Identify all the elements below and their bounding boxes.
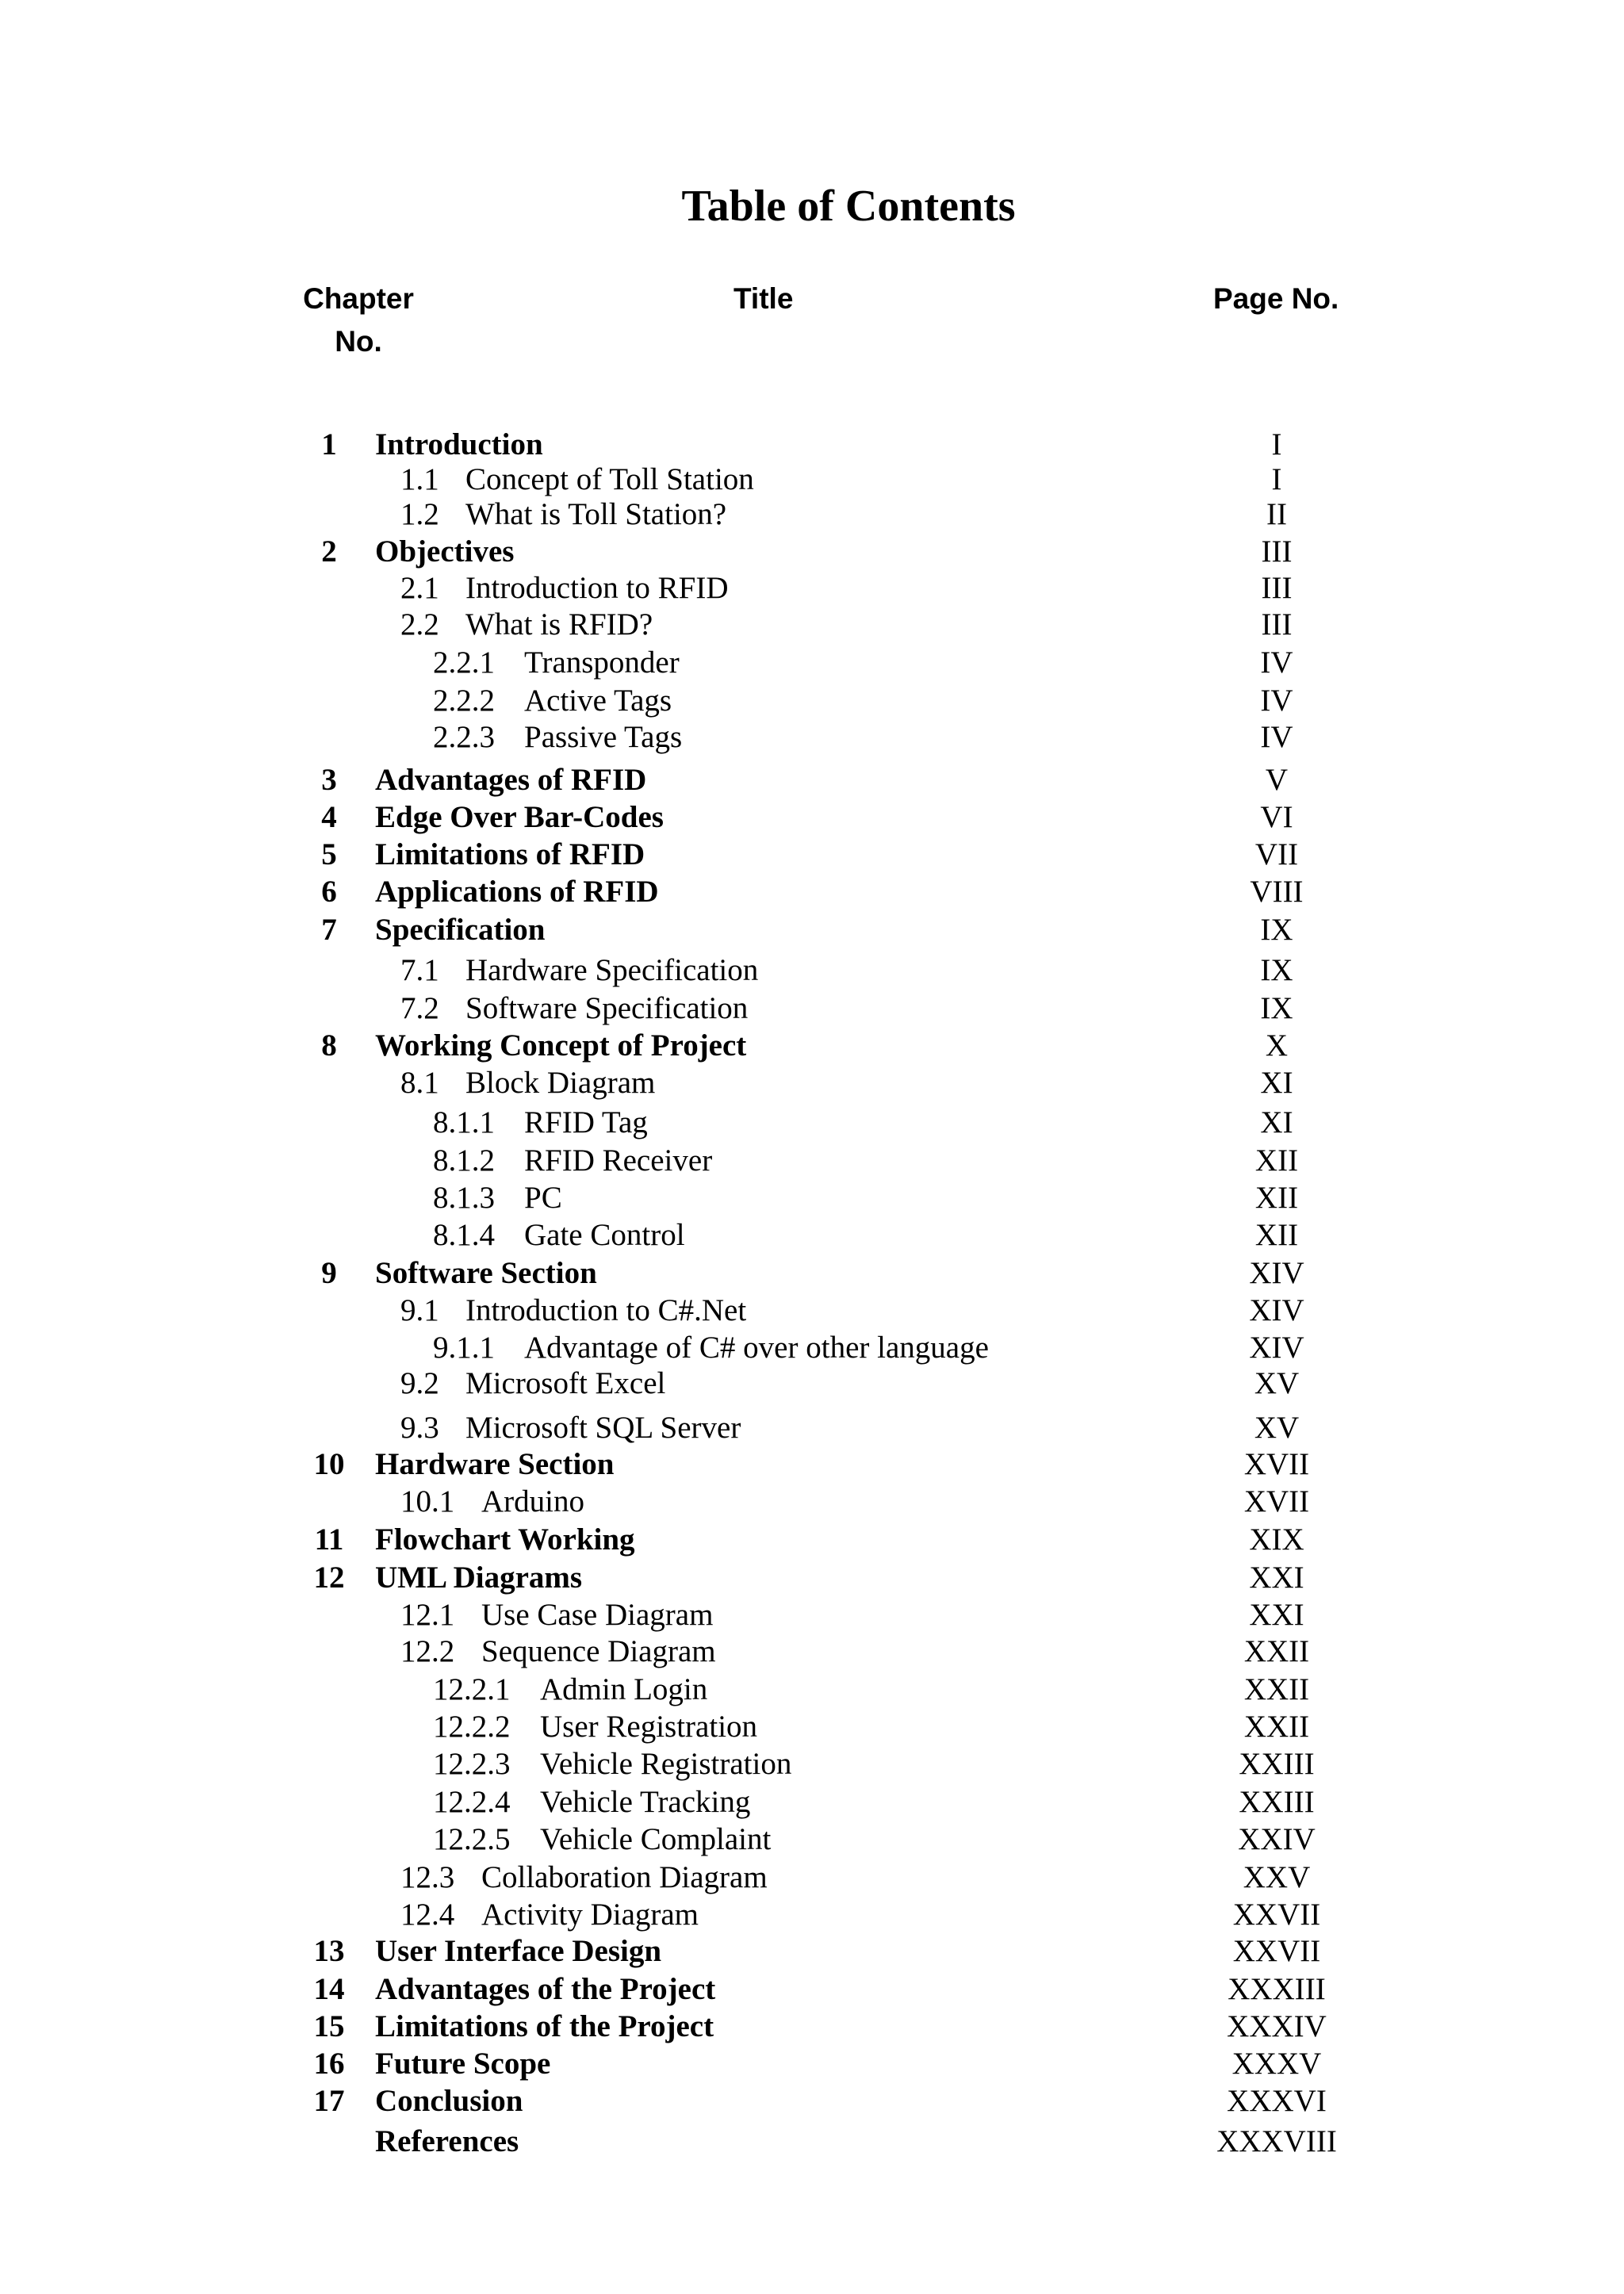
toc-entry-title: Vehicle Tracking [540,1785,751,1819]
toc-page-number: XXV [1243,1860,1311,1894]
toc-page-number: XII [1254,1218,1299,1252]
toc-entry-title-group [433,718,682,756]
toc-entry-title: Objectives [375,534,515,569]
toc-section-number: 12.3 [400,1860,455,1894]
toc-page-number: XV [1254,1366,1300,1400]
toc-entry [0,1329,1624,1367]
toc-entry-title-group [375,1027,746,1065]
toc-entry-title-group [400,606,653,644]
toc-entry [0,1179,1624,1217]
toc-entry-title: Introduction to RFID [465,571,729,605]
toc-section-number: 9.3 [400,1411,439,1445]
toc-entry [0,1633,1624,1671]
toc-entry-title-group [433,1179,562,1217]
toc-entry [0,2082,1624,2120]
toc-entry [0,952,1624,990]
toc-entry-title-group [400,1596,713,1634]
toc-entry [0,1596,1624,1634]
toc-page-number: XVII [1243,1447,1310,1481]
toc-section-number: 7.2 [400,991,439,1025]
toc-entry-title: Limitations of RFID [375,837,645,871]
toc-entry [0,873,1624,911]
toc-entry [0,569,1624,607]
toc-entry [0,798,1624,837]
toc-entry-title: User Interface Design [375,1934,662,1968]
toc-page-number: XI [1260,1105,1293,1139]
toc-page-number: V [1265,763,1289,797]
toc-section-number: 8.1.2 [433,1143,495,1178]
toc-entry [0,1896,1624,1934]
toc-entry-title: Introduction to C#.Net [465,1293,747,1327]
toc-section-number: 8.1.4 [433,1218,495,1252]
toc-entry-title-group [400,1365,665,1403]
toc-entry-title-group [433,644,680,682]
toc-entry-title: Transponder [524,645,680,680]
toc-entry-title-group [400,569,728,607]
toc-entry-title: Software Specification [465,991,749,1025]
toc-section-number: 12.1 [400,1598,455,1632]
toc-chapter-number: 17 [313,2084,345,2118]
toc-page-number: XIV [1249,1256,1304,1290]
toc-entry-title-group [375,2123,519,2161]
toc-entry-title-group [400,952,758,990]
toc-entry-title-group [375,1521,635,1559]
toc-entry-title: Conclusion [375,2084,523,2118]
column-header-title: Title [733,282,794,315]
toc-entry-title: Arduino [481,1484,584,1518]
toc-entry [0,1708,1624,1746]
toc-page-number: III [1261,607,1293,641]
toc-entry [0,2045,1624,2083]
toc-entry-title: Microsoft SQL Server [465,1411,741,1445]
toc-entry-title: Advantages of the Project [375,1972,716,2006]
toc-entry [0,1932,1624,1970]
toc-entry [0,2008,1624,2046]
toc-page-number: XII [1254,1181,1299,1215]
toc-entry [0,761,1624,799]
toc-page-number: XXXIII [1228,1972,1326,2006]
toc-page-number: XIV [1249,1293,1304,1327]
toc-section-number: 2.2.2 [433,684,495,718]
toc-section-number: 12.2.1 [433,1672,511,1706]
toc-chapter-number: 7 [321,913,337,947]
toc-entry [0,1559,1624,1597]
toc-entry [0,1027,1624,1065]
toc-section-number: 12.4 [400,1898,455,1932]
toc-entry-title: Use Case Diagram [481,1598,714,1632]
toc-entry [0,426,1624,464]
toc-entry [0,836,1624,874]
toc-entry [0,1859,1624,1897]
toc-entry-title: What is Toll Station? [465,497,727,531]
toc-entry-title: Active Tags [524,684,672,718]
toc-entry-title: Admin Login [540,1672,708,1706]
toc-entry-title-group [400,1064,655,1102]
toc-entry [0,1821,1624,1859]
toc-entry [0,1970,1624,2009]
toc-section-number: 12.2.2 [433,1710,511,1744]
toc-entry-title: References [375,2124,519,2158]
toc-section-number: 8.1 [400,1066,439,1100]
toc-entry-title: Edge Over Bar-Codes [375,800,664,834]
toc-page-number: VIII [1250,875,1304,909]
toc-entry-title: Applications of RFID [375,875,659,909]
toc-page-number: XII [1254,1143,1299,1178]
toc-entry [0,911,1624,949]
toc-entry-title-group [433,1708,757,1746]
toc-section-number: 1.1 [400,462,439,496]
toc-page-number: XIV [1249,1331,1304,1365]
toc-section-number: 2.1 [400,571,439,605]
toc-entry-title: Passive Tags [524,720,683,754]
toc-entry-title-group [375,2082,523,2120]
toc-section-number: 1.2 [400,497,439,531]
toc-entry-title: Introduction [375,427,543,461]
toc-entry-title-group [400,1292,746,1330]
toc-page-number: XXII [1243,1710,1310,1744]
toc-entry [0,990,1624,1028]
toc-entry [0,1409,1624,1447]
toc-page-number: XVII [1243,1484,1310,1518]
toc-entry-title-group [433,1104,648,1142]
toc-entry [0,1365,1624,1403]
toc-chapter-number: 8 [321,1028,337,1063]
toc-page-number: III [1261,571,1293,605]
toc-entry-title-group [433,1745,791,1783]
toc-page-number: XV [1254,1411,1300,1445]
toc-section-number: 9.1 [400,1293,439,1327]
toc-entry-title-group [375,761,646,799]
toc-chapter-number: 10 [313,1447,345,1481]
column-header-page: Page No. [1213,282,1339,315]
toc-page-number: XXXVI [1227,2084,1327,2118]
toc-page-number: I [1271,427,1282,461]
toc-chapter-number: 6 [321,875,337,909]
toc-page-number: XXII [1243,1672,1310,1706]
toc-entry [0,1142,1624,1180]
toc-entry-title: Hardware Specification [465,953,759,987]
toc-entry-title-group [400,1633,716,1671]
toc-page-number: IV [1260,684,1293,718]
toc-entry [0,1671,1624,1709]
toc-chapter-number: 12 [313,1561,345,1595]
toc-entry [0,533,1624,571]
toc-entry-title: Advantages of RFID [375,763,647,797]
toc-section-number: 9.1.1 [433,1331,495,1365]
toc-page-number: IX [1260,953,1293,987]
toc-entry-title-group [375,911,545,949]
toc-entry-title-group [400,496,726,534]
toc-page-number: XXIV [1238,1822,1316,1856]
toc-entry-title: Software Section [375,1256,597,1290]
toc-entry [0,1745,1624,1783]
toc-entry-title: Vehicle Registration [540,1747,792,1781]
toc-entry-title-group [375,2008,714,2046]
toc-chapter-number: 16 [313,2047,345,2081]
toc-section-number: 9.2 [400,1366,439,1400]
toc-entry-title: Working Concept of Project [375,1028,747,1063]
toc-entry [0,1254,1624,1293]
toc-entry [0,718,1624,756]
toc-entry-title: Specification [375,913,546,947]
toc-entry [0,1064,1624,1102]
toc-chapter-number: 9 [321,1256,337,1290]
column-header-chapter-line2: No. [335,325,382,358]
toc-page-number: VII [1254,837,1299,871]
toc-page-number: XXI [1249,1561,1304,1595]
toc-page-number: XXIII [1239,1785,1315,1819]
toc-page-number: X [1265,1028,1289,1063]
toc-entry-title: Vehicle Complaint [540,1822,772,1856]
toc-chapter-number: 2 [321,534,337,569]
toc-entry-title: Block Diagram [465,1066,656,1100]
toc-entry-title: What is RFID? [465,607,653,641]
toc-section-number: 12.2.5 [433,1822,511,1856]
toc-entry [0,1521,1624,1559]
toc-chapter-number: 15 [313,2009,345,2043]
toc-page-number: XXXIV [1227,2009,1327,2043]
toc-entry-title-group [433,1216,685,1254]
toc-chapter-number: 1 [321,427,337,461]
toc-page-number: IV [1260,720,1293,754]
toc-entry [0,606,1624,644]
toc-entry-title-group [400,1859,768,1897]
toc-section-number: 8.1.1 [433,1105,495,1139]
toc-entry-title-group [375,1446,615,1484]
toc-entry-title-group [433,1142,712,1180]
toc-entry-title: Advantage of C# over other language [524,1331,989,1365]
toc-page-number: XIX [1249,1522,1304,1557]
toc-chapter-number: 14 [313,1972,345,2006]
toc-page-number: IX [1260,991,1293,1025]
toc-entry [0,2123,1624,2161]
toc-entry-title-group [433,1783,750,1821]
toc-entry-title: Activity Diagram [481,1898,699,1932]
toc-page-number: XXIII [1239,1747,1315,1781]
toc-entry-title-group [375,533,514,571]
toc-entry-title: Limitations of the Project [375,2009,714,2043]
toc-chapter-number: 11 [314,1522,344,1557]
toc-entry-title-group [433,682,672,720]
toc-page-number: VI [1260,800,1293,834]
toc-entry-title-group [375,798,664,837]
toc-entry-title-group [375,836,645,874]
toc-page-number: I [1271,462,1282,496]
toc-entry [0,644,1624,682]
toc-entry-title: RFID Receiver [524,1143,713,1178]
toc-page-number: IV [1260,645,1293,680]
toc-entry-title: Sequence Diagram [481,1634,716,1668]
toc-entry-title: User Registration [540,1710,758,1744]
toc-entry-title-group [400,990,748,1028]
toc-entry-title-group [433,1821,771,1859]
toc-entry-title-group [375,1932,661,1970]
toc-page-number: XI [1260,1066,1293,1100]
toc-entry-title: Collaboration Diagram [481,1860,768,1894]
toc-entry-title: PC [524,1181,562,1215]
toc-section-number: 2.2.1 [433,645,495,680]
toc-entry-title-group [400,1483,584,1521]
toc-entry-title: Gate Control [524,1218,685,1252]
toc-entry-title-group [400,461,754,499]
toc-entry [0,1783,1624,1821]
toc-section-number: 8.1.3 [433,1181,495,1215]
toc-entry-title-group [375,1254,597,1293]
toc-entry-title: UML Diagrams [375,1561,583,1595]
toc-entry-title: Hardware Section [375,1447,615,1481]
toc-section-number: 12.2 [400,1634,455,1668]
toc-entry [0,1104,1624,1142]
toc-page-number: XXII [1243,1634,1310,1668]
toc-section-number: 12.2.3 [433,1747,511,1781]
toc-page-number: XXXV [1231,2047,1322,2081]
toc-entry [0,682,1624,720]
toc-chapter-number: 4 [321,800,337,834]
toc-page-number: II [1266,497,1287,531]
toc-section-number: 10.1 [400,1484,455,1518]
toc-section-number: 2.2.3 [433,720,495,754]
toc-entry-title: RFID Tag [524,1105,648,1139]
toc-page-number: XXVII [1232,1898,1321,1932]
toc-page-number: IX [1260,913,1293,947]
toc-entry-title-group [375,873,659,911]
toc-entry-title-group [400,1409,741,1447]
page-title: Table of Contents [681,182,1016,231]
toc-entry-title-group [433,1671,707,1709]
toc-entry-title: Microsoft Excel [465,1366,666,1400]
toc-entry [0,1292,1624,1330]
column-header-chapter-line1: Chapter [303,282,414,315]
toc-entry-title: Flowchart Working [375,1522,635,1557]
toc-entry-title-group [375,426,543,464]
toc-entry [0,461,1624,499]
toc-page-number: XXVII [1232,1934,1321,1968]
toc-page-number: XXI [1249,1598,1304,1632]
toc-entry-title-group [375,2045,550,2083]
toc-entry-title-group [375,1559,582,1597]
toc-section-number: 7.1 [400,953,439,987]
toc-entry-title-group [375,1970,715,2009]
toc-section-number: 12.2.4 [433,1785,511,1819]
toc-entry [0,1446,1624,1484]
toc-entry [0,1483,1624,1521]
toc-entry-title-group [433,1329,989,1367]
toc-entry [0,1216,1624,1254]
toc-page-number: III [1261,534,1293,569]
toc-entry-title: Concept of Toll Station [465,462,754,496]
toc-page-number: XXXVIII [1216,2124,1337,2158]
toc-chapter-number: 5 [321,837,337,871]
toc-section-number: 2.2 [400,607,439,641]
toc-entry [0,496,1624,534]
toc-chapter-number: 3 [321,763,337,797]
toc-chapter-number: 13 [313,1934,345,1968]
toc-entry-title-group [400,1896,699,1934]
toc-entry-title: Future Scope [375,2047,551,2081]
